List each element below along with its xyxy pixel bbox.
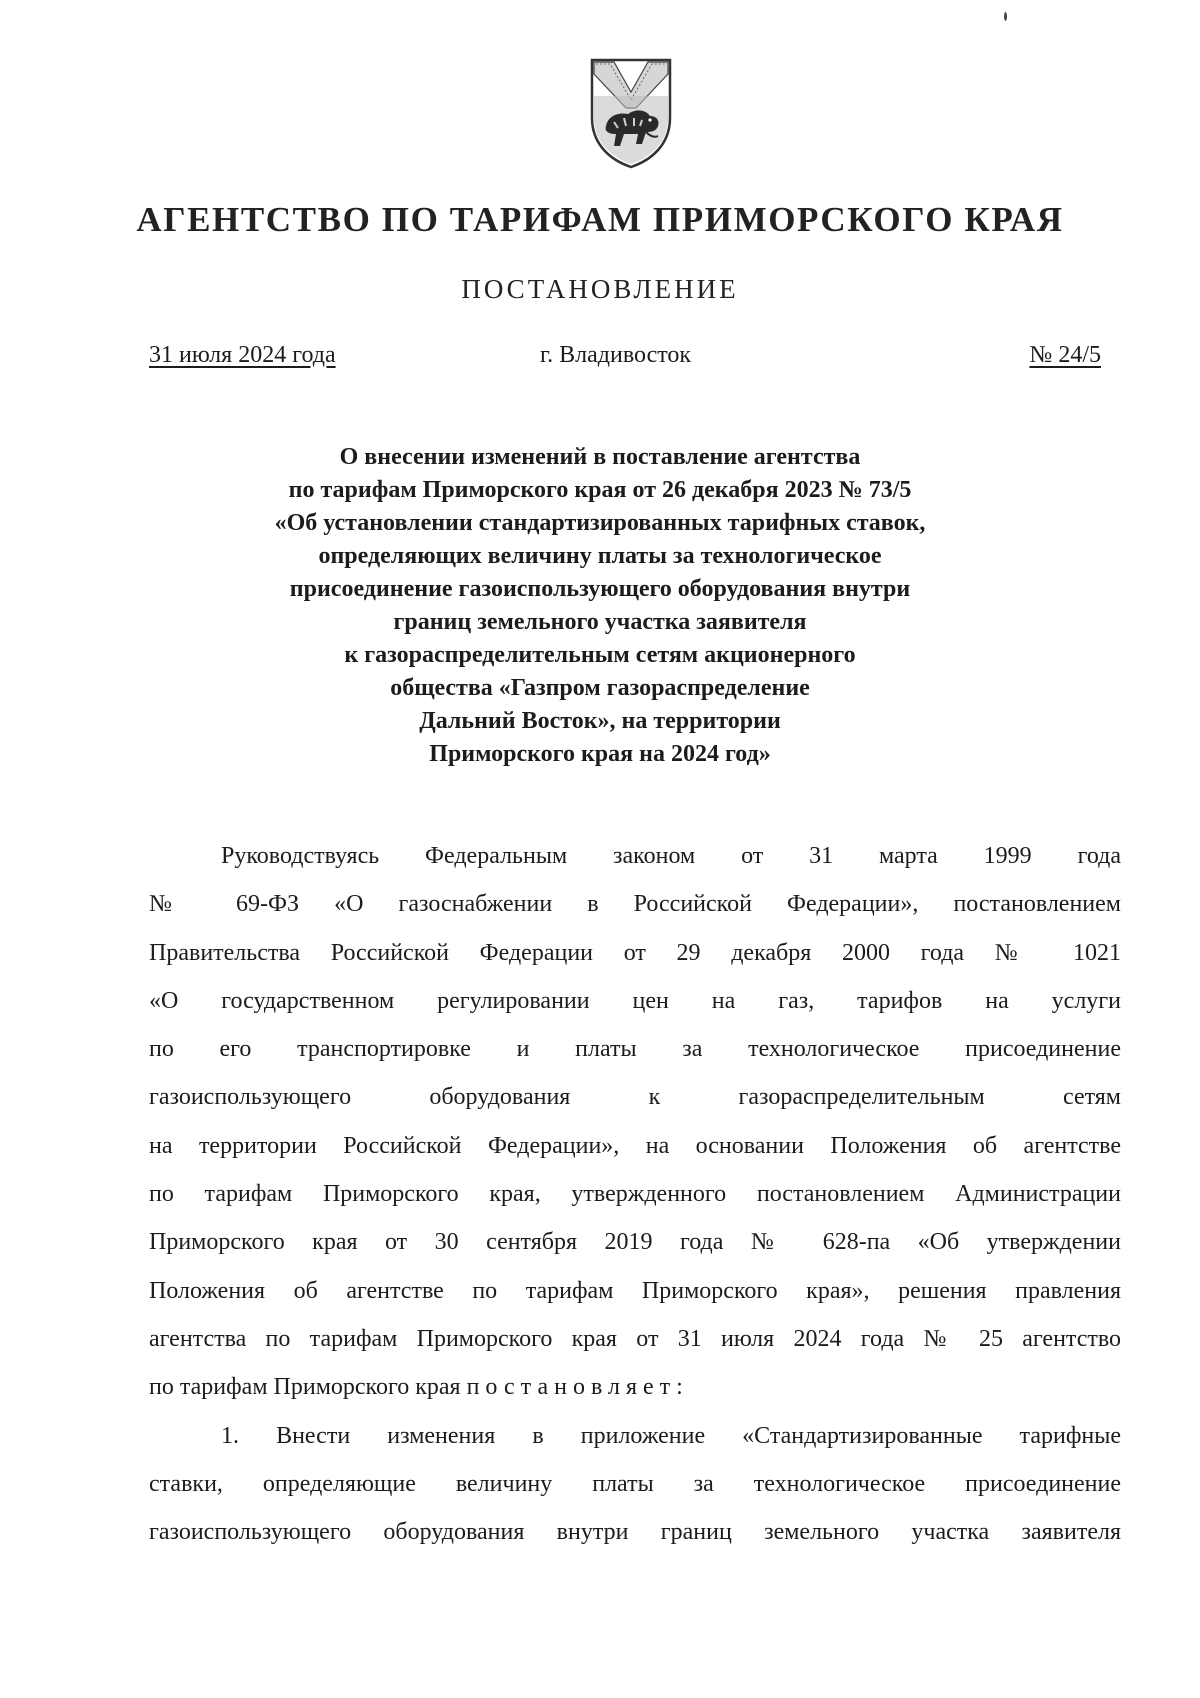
document-type: ПОСТАНОВЛЕНИЕ xyxy=(461,274,739,304)
document-body xyxy=(149,832,1121,1556)
subject-line: Приморского края на 2024 год» xyxy=(429,741,771,767)
body-line: ставки, определяющие величину платы за технологическое присоединение xyxy=(149,1470,1121,1497)
primorsky-krai-coat-of-arms-icon xyxy=(584,56,678,170)
document-subject xyxy=(180,441,1020,771)
body-line: Правительства Российской Федерации от 29 декабря 2000 года № 1021 xyxy=(149,939,1121,966)
document-date: 31 июля 2024 года xyxy=(149,342,336,368)
subject-line: О внесении изменений в поставление агентства xyxy=(339,444,861,470)
body-line: № 69-ФЗ «О газоснабжении в Российской Федерации», постановлением xyxy=(149,891,1121,918)
subject-line: к газораспределительным сетям акционерного xyxy=(344,642,856,668)
scan-speck xyxy=(1004,12,1007,21)
body-line: Приморского края от 30 сентября 2019 года № 628-па «Об утверждении xyxy=(149,1229,1121,1256)
body-line: на территории Российской Федерации», на основании Положения об агентстве xyxy=(149,1132,1121,1159)
body-line-prefix: по тарифам Приморского края xyxy=(149,1374,461,1401)
document-city: г. Владивосток xyxy=(540,342,692,368)
body-line-final xyxy=(149,1363,1121,1411)
body-line: по его транспортировке и платы за технологическое присоединение xyxy=(149,1036,1121,1063)
body-line: газоиспользующего оборудования к газораспределительным сетям xyxy=(149,1084,1121,1111)
body-line: Положения об агентстве по тарифам Приморского края», решения правления xyxy=(149,1277,1121,1304)
agency-name: АГЕНТСТВО ПО ТАРИФАМ ПРИМОРСКОГО КРАЯ xyxy=(136,200,1064,239)
subject-line: определяющих величину платы за технологическое xyxy=(318,543,882,569)
body-line: газоиспользующего оборудования внутри границ земельного участка заявителя xyxy=(149,1519,1121,1546)
subject-line: по тарифам Приморского края от 26 декабря 2023 № 73/5 xyxy=(288,477,912,503)
body-line: по тарифам Приморского края, утвержденного постановлением Администрации xyxy=(149,1181,1121,1208)
subject-line: общества «Газпром газораспределение xyxy=(390,675,810,701)
subject-line: Дальний Восток», на территории xyxy=(419,708,781,734)
resolves-word: постановляет: xyxy=(466,1374,689,1401)
document-number: № 24/5 xyxy=(1029,342,1101,368)
body-line: «О государственном регулировании цен на газ, тарифов на услуги xyxy=(149,987,1121,1014)
body-line: Руководствуясь Федеральным законом от 31 марта 1999 года xyxy=(221,843,1121,869)
body-line: 1. Внести изменения в приложение «Стандартизированные тарифные xyxy=(221,1422,1121,1449)
body-line: агентства по тарифам Приморского края от 31 июля 2024 года № 25 агентство xyxy=(149,1325,1121,1352)
subject-line: границ земельного участка заявителя xyxy=(393,609,807,635)
subject-line: «Об установлении стандартизированных тарифных ставок, xyxy=(274,510,926,536)
subject-line: присоединение газоиспользующего оборудования внутри xyxy=(289,576,911,602)
